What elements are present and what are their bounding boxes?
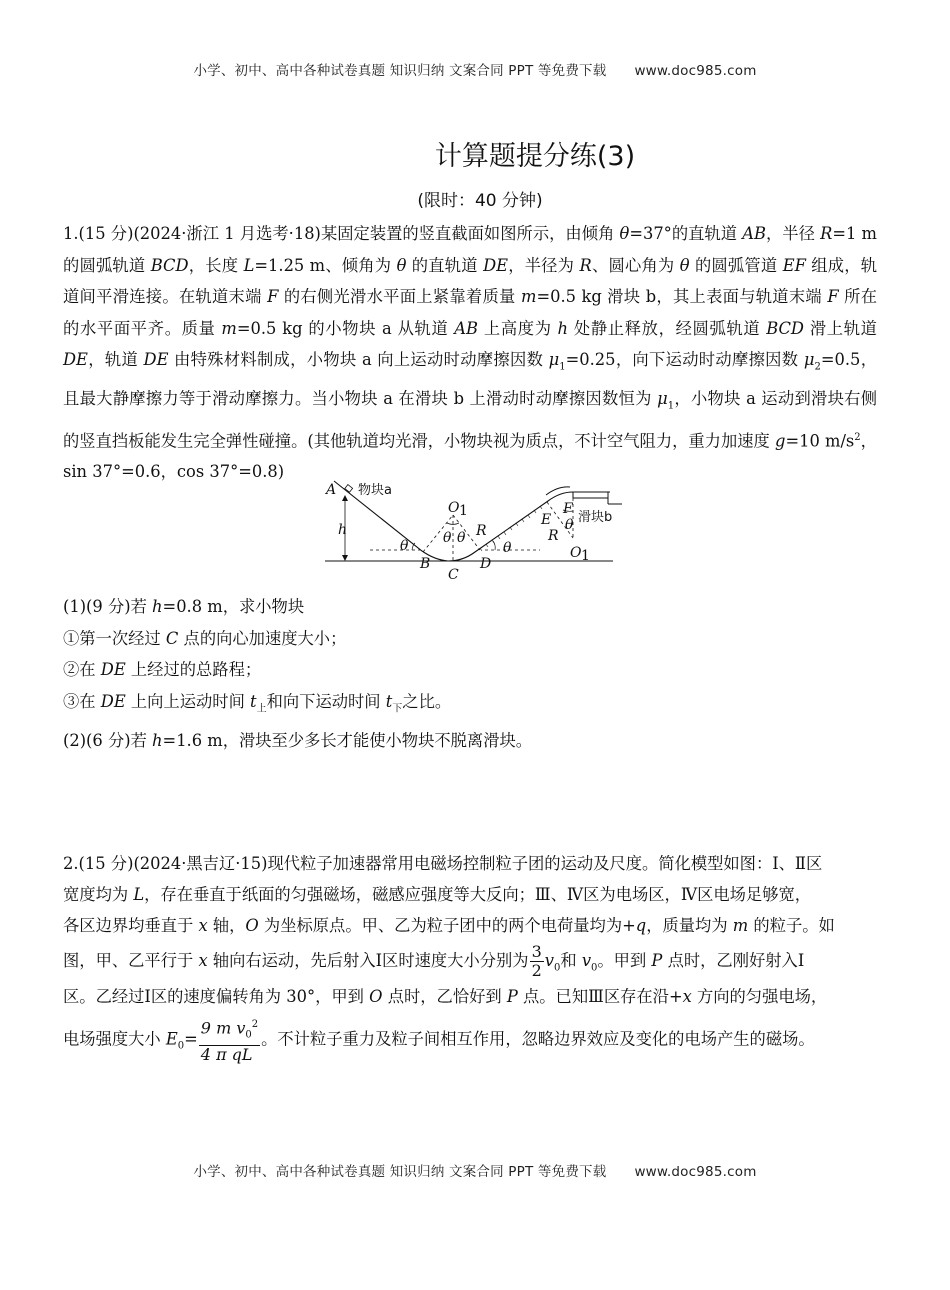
q1-stem-fragment: g xyxy=(775,430,786,450)
label-C: C xyxy=(448,567,459,583)
label-h: h xyxy=(338,522,348,538)
label-E: E xyxy=(541,512,552,528)
label-O1-left-sub: 1 xyxy=(459,503,468,519)
q1-stem-fragment: F xyxy=(827,287,839,306)
label-O1-right-sub: 1 xyxy=(581,548,590,564)
q1-stem-fragment: BCD xyxy=(766,318,804,338)
q2-line-5: 区。乙经过Ⅰ区的速度偏转角为 30°，甲到 O 点时，乙恰好到 P 点。已知Ⅲ区存在沿+x 方向的匀强电场， xyxy=(63,987,828,1006)
q1-stem-fragment: AB xyxy=(454,318,479,338)
q1-stem-fragment: ，长度 xyxy=(188,255,244,275)
q1-stem-fragment: =0.5 kg 的小物块 a 从轨道 xyxy=(236,318,455,338)
q1-stem-fragment: F xyxy=(267,287,279,306)
q1-stem-fragment: R xyxy=(820,224,833,243)
q1-stem-fragment: θ xyxy=(619,224,630,243)
footer-url[interactable]: www.doc985.com xyxy=(634,1164,757,1180)
sub-question-2: (2)(6 分)若 h=1.6 m，滑块至少多长才能使小物块不脱离滑块。 xyxy=(63,731,533,751)
q1-stem-fragment: 由特殊材料制成，小物块 a 向上运动时动摩擦因数 xyxy=(168,350,549,369)
q2-line-6: 电场强度大小 $E_0=$ $\frac{9 m v_0^2}{\text{4 π qL}}$ 。不计粒子重力及粒子间相互作用，忽略边界效应及变化的电场产生的磁场。 xyxy=(63,1016,877,1069)
header-url[interactable]: www.doc985.com xyxy=(634,63,757,79)
q1-stem-fragment: 某固定装置的竖直截面如图所示，由倾角 xyxy=(320,224,620,243)
q1-stem-fragment: 的直轨道 xyxy=(406,255,484,275)
q1-stem-fragment: 的圆弧管道 xyxy=(689,255,783,275)
q1-stem-fragment: =37°的直轨道 xyxy=(629,224,743,243)
q1-stem-fragment: L xyxy=(243,255,255,275)
q1-stem-fragment: =0.5，且最大静摩擦力等于滑动摩擦力。当小物块 a 在滑块 b 上滑动时动摩擦因数恒为 xyxy=(63,350,877,408)
q1-stem-fragment: =1.25 m、倾角为 xyxy=(254,255,397,275)
q1-stem-fragment: BCD xyxy=(150,255,189,275)
q1-stem-fragment: ，半径为 xyxy=(508,255,580,275)
sub-item-3: ③在 DE 上向上运动时间 $t_上$和向下运动时间 $t_下$之比。 xyxy=(63,692,452,715)
label-R-right: R xyxy=(548,528,559,544)
label-block-a: 物块a xyxy=(358,483,392,498)
q1-stem-fragment: θ xyxy=(679,255,690,275)
q1-stem-fragment: 上高度为 xyxy=(478,318,558,338)
page-title: 计算题提分练(3) xyxy=(434,141,636,172)
q1-stem-fragment: =10 m/s xyxy=(785,430,855,450)
q2-line-4: 图，甲、乙平行于 x 轴向右运动，先后射入Ⅰ区时速度大小分别为 $\frac{3}{2}$ $v_0$和 $v_0$。甲到 P 点时，乙刚好射入Ⅰ xyxy=(63,942,805,980)
label-D: D xyxy=(480,556,492,572)
label-block-b: 滑块b xyxy=(578,510,613,525)
fraction-three-halves: $\frac{3}{2}$ xyxy=(531,942,542,980)
q1-stem-fragment: 组成，轨道间平滑连接。在轨道末端 xyxy=(63,255,877,306)
label-theta-5: θ xyxy=(565,517,574,533)
label-theta-3: θ xyxy=(457,530,466,546)
q1-stem-fragment: θ xyxy=(396,255,407,275)
question-2 xyxy=(63,848,877,1069)
q1-stem-fragment: m xyxy=(221,318,237,338)
q1-stem-fragment: EF xyxy=(782,255,806,275)
q1-stem-fragment: 2 xyxy=(854,431,861,443)
q1-heading: 1.(15 分)(2024·浙江 1 月选考·18) xyxy=(63,224,321,243)
fraction-E0: $\frac{9 m v_0^2}{\text{4 π qL}}$ xyxy=(199,1016,260,1064)
label-R-left: R xyxy=(476,523,487,539)
track-diagram xyxy=(320,478,630,583)
q1-stem-fragment: 1 xyxy=(667,400,675,411)
label-B: B xyxy=(420,556,431,572)
q1-stem-fragment: 、圆心角为 xyxy=(591,255,680,275)
header-text: 小学、初中、高中各种试卷真题 知识归纳 文案合同 PPT 等免费下载 xyxy=(193,63,607,79)
q1-stem-fragment: μ xyxy=(803,350,815,369)
q1-stem-fragment: μ xyxy=(657,388,668,408)
q1-stem-fragment: μ xyxy=(548,350,560,369)
q1-stem-fragment: AB xyxy=(742,224,766,243)
question-1-subquestions xyxy=(63,591,883,757)
sub-question-1: (1)(9 分)若 h=0.8 m，求小物块 xyxy=(63,597,305,616)
label-theta-2: θ xyxy=(443,530,452,546)
sub-item-2: ②在 DE 上经过的总路程； xyxy=(63,660,262,680)
q1-stem-fragment: ，半径 xyxy=(765,224,821,243)
label-theta-1: θ xyxy=(400,538,409,554)
q1-stem-fragment: DE xyxy=(63,350,88,369)
q1-stem-fragment: 处静止释放，经圆弧轨道 xyxy=(568,318,767,338)
q1-stem-fragment: 2 xyxy=(814,361,821,373)
sub-item-1: ①第一次经过 C 点的向心加速度大小； xyxy=(63,628,347,648)
q1-stem-fragment: h xyxy=(557,318,569,338)
q1-stem-fragment: 滑上轨道 xyxy=(803,318,877,338)
q2-line-2: 宽度均为 L，存在垂直于纸面的匀强磁场，磁感应强度等大反向；Ⅲ、Ⅳ区为电场区，Ⅳ区电场足够宽， xyxy=(63,885,812,904)
q2-line-3: 各区边界均垂直于 x 轴，O 为坐标原点。甲、乙为粒子团中的两个电荷量均为+q，质量均为 m 的粒子。如 xyxy=(63,916,835,935)
q2-line-1: 2.(15 分)(2024·黑吉辽·15)现代粒子加速器常用电磁场控制粒子团的运动及尺度。简化模型如图：Ⅰ、Ⅱ区 xyxy=(63,854,823,873)
q1-stem-fragment: ，小物块 a 运动到滑块右侧的竖直挡板能发生完全弹性碰撞。(其他轨道均光滑，小物块视为质点，不计空气阻力，重力加速度 xyxy=(63,388,877,450)
q1-stem-fragment: =0.5 kg 滑块 b，其上表面与轨道末端 xyxy=(536,287,828,306)
label-theta-4: θ xyxy=(503,540,512,556)
label-F: F xyxy=(563,501,573,517)
label-A: A xyxy=(326,482,337,498)
q1-stem-fragment: =1 m 的圆弧轨道 xyxy=(63,224,877,275)
time-limit: (限时：40 分钟) xyxy=(417,191,543,211)
page-header xyxy=(0,59,950,79)
q1-stem-fragment: =0.25，向下运动时动摩擦因数 xyxy=(565,350,804,369)
q1-stem-fragment: ，轨道 xyxy=(87,350,144,369)
label-O1-left: O xyxy=(448,500,460,516)
q1-stem-fragment: DE xyxy=(143,350,169,369)
q1-stem-fragment: R xyxy=(579,255,592,275)
question-1 xyxy=(63,218,877,488)
footer-text: 小学、初中、高中各种试卷真题 知识归纳 文案合同 PPT 等免费下载 xyxy=(193,1164,607,1180)
q1-stem-fragment: 所在的水平面平齐。质量 xyxy=(63,287,877,338)
q1-stem-fragment: ，sin 37°=0.6，cos 37°=0.8) xyxy=(63,430,877,482)
q1-stem-fragment: m xyxy=(521,287,537,306)
q1-stem-fragment: DE xyxy=(483,255,509,275)
label-O1-right: O xyxy=(570,545,582,561)
q1-stem-fragment: 1 xyxy=(559,361,566,373)
page-footer xyxy=(0,1160,950,1180)
q1-stem-fragment: 的右侧光滑水平面上紧靠着质量 xyxy=(278,287,522,306)
